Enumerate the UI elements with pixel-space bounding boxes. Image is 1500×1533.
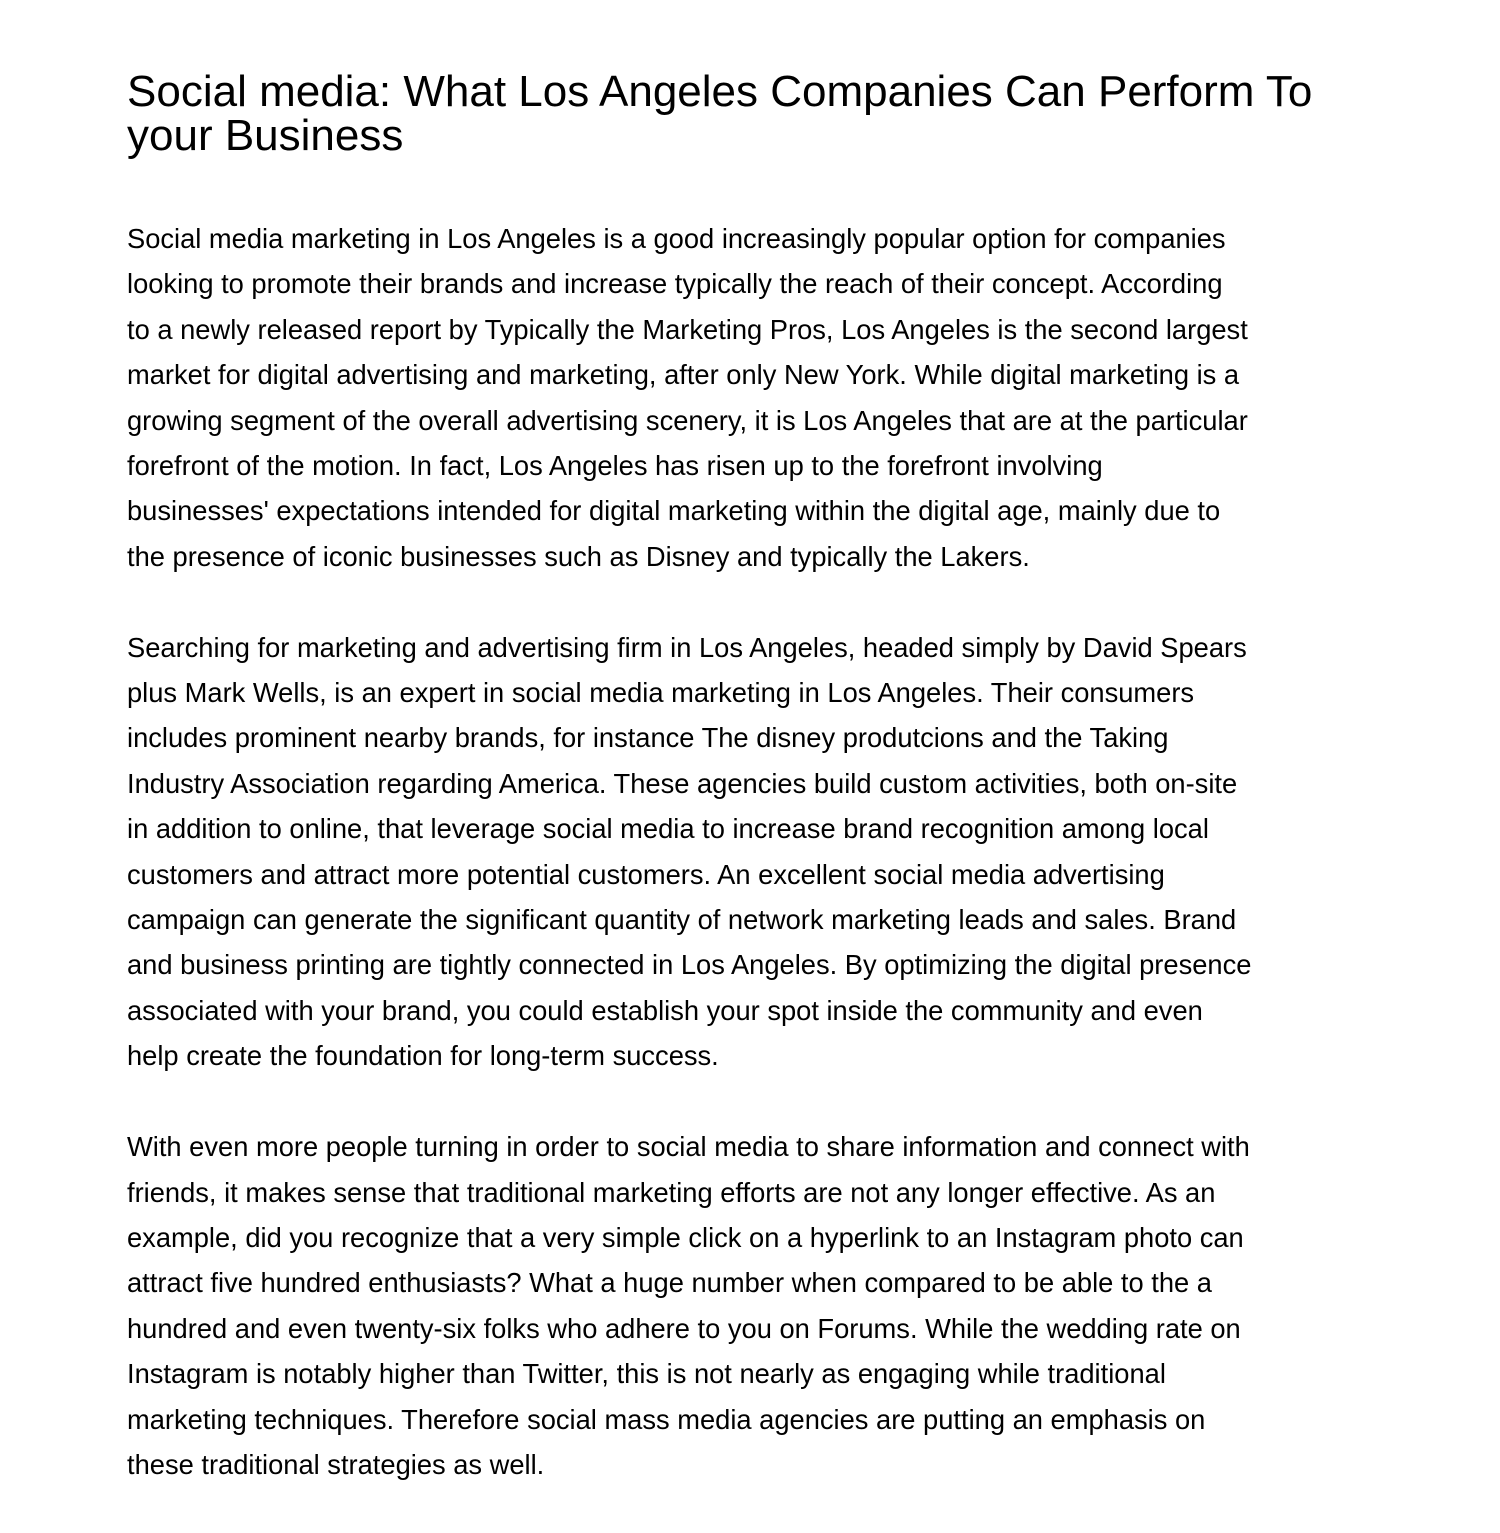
paragraph-line: customers and attract more potential customers. An excellent social media advertising	[127, 858, 1165, 890]
paragraph-line: associated with your brand, you could establish your spot inside the community and even	[127, 994, 1203, 1026]
paragraph-line: businesses' expectations intended for digital marketing within the digital age, mainly due to	[127, 495, 1221, 527]
paragraph-line: Searching for marketing and advertising firm in Los Angeles, headed simply by David Spears	[127, 631, 1247, 663]
paragraph-line: the presence of iconic businesses such as Disney and typically the Lakers.	[127, 540, 1030, 572]
paragraph-line: With even more people turning in order to social media to share information and connect with	[127, 1131, 1250, 1163]
paragraph-line: Instagram is notably higher than Twitter, this is not nearly as engaging while traditional	[127, 1358, 1166, 1390]
paragraph-line: help create the foundation for long-term success.	[127, 1040, 719, 1072]
paragraph-line: plus Mark Wells, is an expert in social media marketing in Los Angeles. Their consumers	[127, 677, 1195, 709]
paragraph-line: and business printing are tightly connected in Los Angeles. By optimizing the digital presence	[127, 949, 1252, 981]
paragraph-line: friends, it makes sense that traditional marketing efforts are not any longer effective. As an	[127, 1176, 1216, 1208]
document-body	[127, 216, 1251, 1533]
paragraph-line: example, did you recognize that a very simple click on a hyperlink to an Instagram photo can	[127, 1221, 1244, 1253]
paragraph-line: to a newly released report by Typically the Marketing Pros, Los Angeles is the second largest	[127, 313, 1248, 345]
paragraph-line: Social media marketing in Los Angeles is a good increasingly popular option for companies	[127, 223, 1226, 254]
paragraph-line: campaign can generate the significant quantity of network marketing leads and sales. Brand	[127, 904, 1237, 936]
paragraph-line: forefront of the motion. In fact, Los Angeles has risen up to the forefront involving	[127, 450, 1103, 482]
paragraph-line: includes prominent nearby brands, for instance The disney produtcions and the Taking	[127, 722, 1169, 754]
paragraph-line: hundred and even twenty-six folks who adhere to you on Forums. While the wedding rate on	[127, 1312, 1241, 1344]
paragraph-line: attract five hundred enthusiasts? What a huge number when compared to be able to the a	[127, 1267, 1212, 1299]
paragraph-line: these traditional strategies as well.	[127, 1448, 545, 1480]
paragraph-line: looking to promote their brands and increase typically the reach of their concept. According	[127, 268, 1223, 300]
paragraph-line: Industry Association regarding America. These agencies build custom activities, both on-site	[127, 767, 1238, 799]
title-line: your Business	[127, 111, 404, 160]
paragraph-line: market for digital advertising and marketing, after only New York. While digital marketing is a	[127, 359, 1240, 391]
paragraph	[127, 216, 1251, 579]
paragraph	[127, 1124, 1251, 1487]
paragraph-line: in addition to online, that leverage social media to increase brand recognition among local	[127, 813, 1209, 845]
title-line: Social media: What Los Angeles Companies Can Perform To	[127, 67, 1313, 116]
page-title	[127, 67, 1313, 160]
paragraph-line: growing segment of the overall advertising scenery, it is Los Angeles that are at the particular	[127, 404, 1248, 436]
paragraph-line: marketing techniques. Therefore social mass media agencies are putting an emphasis on	[127, 1403, 1206, 1435]
paragraph	[127, 625, 1251, 1079]
